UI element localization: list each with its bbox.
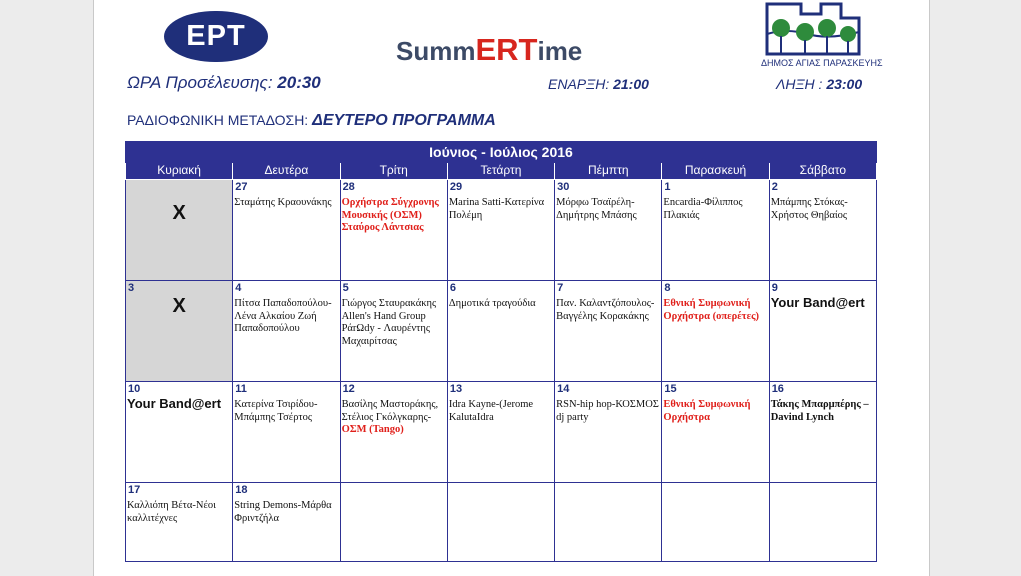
broadcast-line bbox=[127, 112, 496, 130]
calendar-day-cell bbox=[447, 180, 554, 281]
day-number bbox=[662, 483, 768, 497]
calendar-day-cell bbox=[769, 180, 876, 281]
weekday-header: Κυριακή bbox=[126, 163, 233, 180]
document-page bbox=[93, 0, 930, 576]
event-text: Marina Satti-Κατερίνα Πολέμη bbox=[448, 197, 545, 221]
start-time-line bbox=[548, 76, 649, 92]
calendar-day-cell bbox=[126, 483, 233, 562]
event-text: String Demons-Μάρθα Φριντζήλα bbox=[234, 500, 332, 524]
broadcast-program: ΔΕΥΤΕΡΟ ΠΡΟΓΡΑΜΜΑ bbox=[312, 112, 496, 129]
event-text: Εθνική Συμφωνική Ορχήστρα (οπερέτες) bbox=[663, 298, 760, 322]
calendar-day-cell bbox=[126, 382, 233, 483]
weekday-header: Σάββατο bbox=[769, 163, 876, 180]
broadcast-label: ΡΑΔΙΟΦΩΝΙΚΗ ΜΕΤΑΔΟΣΗ: bbox=[127, 112, 309, 128]
municipality-name: ΔΗΜΟΣ ΑΓΙΑΣ ΠΑΡΑΣΚΕΥΗΣ bbox=[761, 58, 883, 68]
day-number: 11 bbox=[235, 383, 247, 395]
event-text: Your Band@ert bbox=[127, 396, 222, 411]
event-text: Idra Kayne-(Jerome KalutaIdra bbox=[448, 399, 534, 423]
calendar-day-cell bbox=[233, 483, 340, 562]
calendar-day-cell bbox=[233, 382, 340, 483]
calendar-day-cell bbox=[555, 483, 662, 562]
day-number: 28 bbox=[342, 181, 355, 193]
event-text: Μπάμπης Στόκας-Χρήστος Θηβαίος bbox=[770, 197, 848, 221]
end-time: 23:00 bbox=[826, 76, 863, 92]
title-suffix: ime bbox=[537, 36, 583, 66]
event-text: Καλλιόπη Βέτα-Νέοι καλλιτέχνες bbox=[127, 500, 216, 524]
calendar-day-cell bbox=[233, 180, 340, 281]
event-text: Your Band@ert bbox=[770, 295, 865, 310]
calendar-week-row bbox=[126, 483, 877, 562]
day-number: 30 bbox=[557, 181, 570, 193]
day-number bbox=[126, 180, 232, 194]
calendar-day-cell bbox=[340, 483, 447, 562]
arrival-label: ΩΡΑ Προσέλευσης: bbox=[127, 73, 273, 92]
day-number: 27 bbox=[235, 181, 248, 193]
day-number: 13 bbox=[449, 383, 463, 395]
calendar-week-row bbox=[126, 281, 877, 382]
weekday-header: Δευτέρα bbox=[233, 163, 340, 180]
day-number: 15 bbox=[664, 383, 677, 395]
day-number bbox=[341, 483, 447, 497]
ert-logo: ΕΡΤ bbox=[164, 11, 268, 62]
no-event-mark: X bbox=[172, 295, 186, 317]
calendar-day-cell bbox=[340, 382, 447, 483]
calendar-day-cell bbox=[447, 483, 554, 562]
calendar-day-cell bbox=[662, 382, 769, 483]
arrival-time: 20:30 bbox=[277, 73, 321, 92]
day-number: 8 bbox=[664, 282, 671, 294]
day-number: 10 bbox=[128, 383, 141, 395]
calendar-day-cell bbox=[769, 483, 876, 562]
day-number: 5 bbox=[342, 282, 349, 294]
day-number: 12 bbox=[342, 383, 355, 395]
event-text: Γιώργος Σταυρακάκης Allen's Hand Group ΡάrΩdy - Λαυρέντης Μαχαιρίτσας bbox=[341, 298, 437, 347]
calendar-day-cell bbox=[447, 281, 554, 382]
event-text: Σταμάτης Κραουνάκης bbox=[234, 197, 332, 208]
no-event-mark: X bbox=[172, 202, 186, 224]
calendar-day-cell bbox=[447, 382, 554, 483]
calendar-day-cell bbox=[340, 281, 447, 382]
event-text: Εθνική Συμφωνική Ορχήστρα bbox=[663, 399, 751, 423]
calendar-day-cell bbox=[555, 382, 662, 483]
end-time-line bbox=[776, 76, 862, 92]
event-text: Μόρφω Τσαϊρέλη-Δημήτρης Μπάσης bbox=[556, 197, 637, 221]
weekday-header: Τρίτη bbox=[340, 163, 447, 180]
calendar-day-cell bbox=[769, 382, 876, 483]
calendar-day-cell bbox=[662, 281, 769, 382]
day-number: 14 bbox=[557, 383, 570, 395]
day-number: 16 bbox=[771, 383, 784, 395]
event-text: Encardia-Φίλιππος Πλακιάς bbox=[663, 197, 743, 221]
calendar-table bbox=[125, 141, 877, 562]
calendar-day-cell bbox=[126, 281, 233, 382]
day-number bbox=[770, 483, 876, 497]
event-text: RSN-hip hop-ΚΟΣΜΟΣ dj party bbox=[556, 399, 659, 423]
calendar-day-cell bbox=[662, 483, 769, 562]
weekday-header: Τετάρτη bbox=[447, 163, 554, 180]
event-text: Τάκης Μπαρμπέρης – Davind Lynch bbox=[770, 399, 869, 423]
calendar-day-cell bbox=[555, 281, 662, 382]
title-ert: ERT bbox=[475, 32, 538, 67]
weekday-header: Παρασκευή bbox=[662, 163, 769, 180]
weekday-header-row bbox=[126, 163, 877, 180]
calendar-day-cell bbox=[233, 281, 340, 382]
event-text: Παν. Καλαντζόπουλος-Βαγγέλης Κορακάκης bbox=[556, 298, 655, 322]
day-number: 6 bbox=[449, 282, 456, 294]
summertime-title bbox=[396, 32, 582, 68]
day-number: 17 bbox=[128, 484, 141, 496]
arrival-time-line bbox=[127, 73, 321, 93]
start-label: ΕΝΑΡΞΗ: bbox=[548, 76, 610, 92]
event-text: ΟΣΜ (Tango) bbox=[341, 424, 404, 435]
calendar-day-cell bbox=[662, 180, 769, 281]
event-text: Δημοτικά τραγούδια bbox=[448, 298, 536, 309]
day-number: 4 bbox=[235, 282, 242, 294]
day-number bbox=[448, 483, 554, 497]
calendar-title: Ιούνιος - Ιούλιος 2016 bbox=[126, 142, 877, 163]
event-text: Πίτσα Παπαδοπούλου-Λένα Αλκαίου Ζωή Παπαδοπούλου bbox=[234, 298, 332, 334]
event-text: Ορχήστρα Σύγχρονης Μουσικής (ΟΣΜ) Σταύρος Λάντσιας bbox=[341, 197, 439, 233]
day-number: 7 bbox=[557, 282, 564, 294]
calendar-week-row bbox=[126, 382, 877, 483]
day-number bbox=[555, 483, 661, 497]
start-time: 21:00 bbox=[613, 76, 649, 92]
day-number: 2 bbox=[771, 181, 778, 193]
event-text: Κατερίνα Τσιρίδου-Μπάμπης Τσέρτος bbox=[234, 399, 318, 423]
day-number: 9 bbox=[771, 282, 778, 294]
end-label: ΛΗΞΗ : bbox=[776, 76, 823, 92]
calendar-day-cell bbox=[769, 281, 876, 382]
day-number: 3 bbox=[128, 282, 135, 294]
calendar-day-cell bbox=[126, 180, 233, 281]
weekday-header: Πέμπτη bbox=[555, 163, 662, 180]
calendar-week-row bbox=[126, 180, 877, 281]
event-text: Βασίλης Μαστοράκης, Στέλιος Γκόλγκαρης- bbox=[341, 399, 439, 423]
day-number: 29 bbox=[449, 181, 463, 193]
calendar-day-cell bbox=[555, 180, 662, 281]
calendar-day-cell bbox=[340, 180, 447, 281]
day-number: 1 bbox=[664, 181, 671, 193]
title-prefix: Summ bbox=[396, 36, 476, 66]
day-number: 18 bbox=[235, 484, 248, 496]
